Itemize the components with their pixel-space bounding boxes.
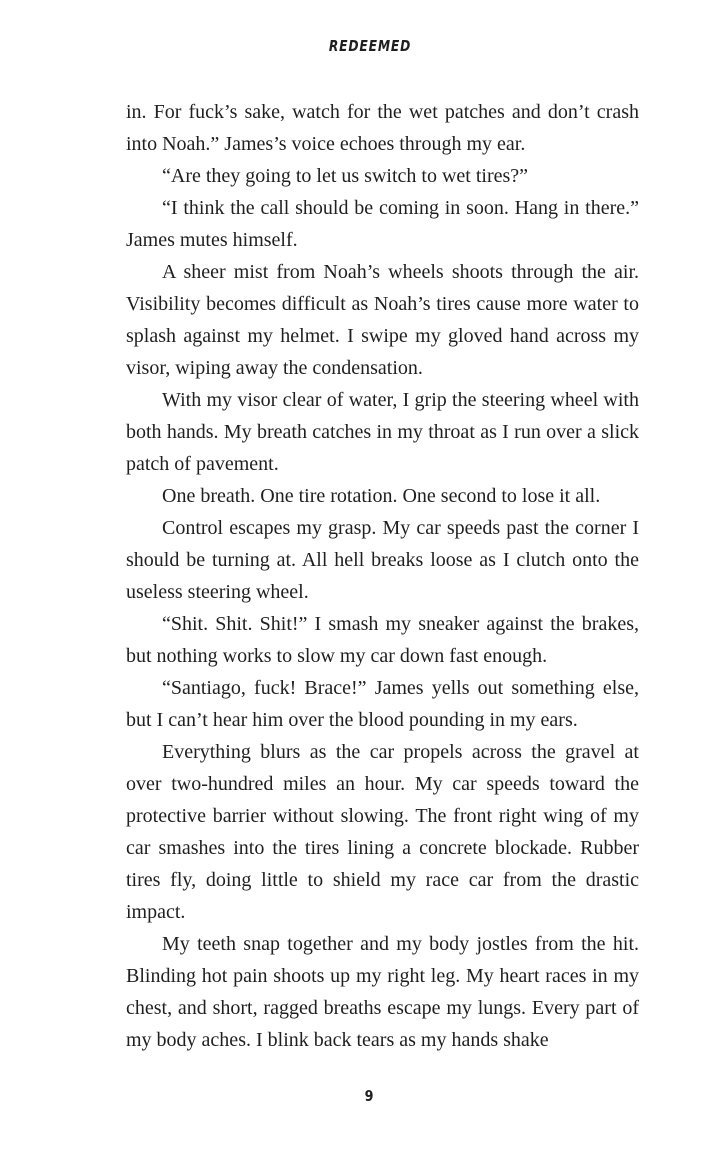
body-text xyxy=(126,96,639,1056)
page-number: 9 xyxy=(364,1087,374,1105)
paragraph: Control escapes my grasp. My car speeds past the corner I should be turning at. All hell breaks loose as I clutch onto the useless steering wheel. xyxy=(126,517,639,603)
paragraph: in. For fuck’s sake, watch for the wet patches and don’t crash into Noah.” James’s voice echoes through my ear. xyxy=(126,101,639,155)
paragraph: A sheer mist from Noah’s wheels shoots through the air. Visibility becomes difficult as Noah’s tires cause more water to splash against my helmet. I swipe my gloved hand across my visor, wiping away the condensation. xyxy=(126,261,639,379)
paragraph: “Santiago, fuck! Brace!” James yells out something else, but I can’t hear him over the blood pounding in my ears. xyxy=(126,677,639,731)
paragraph: One breath. One tire rotation. One second to lose it all. xyxy=(162,485,601,507)
paragraph: “I think the call should be coming in soon. Hang in there.” James mutes himself. xyxy=(126,197,639,251)
paragraph: Everything blurs as the car propels across the gravel at over two-hundred miles an hour. My car speeds toward the protective barrier without slowing. The front right wing of my car smashes into the tires lining a concrete blockade. Rubber tires fly, doing little to shield my race car from the drastic impact. xyxy=(126,741,639,923)
running-head-title: REDEEMED xyxy=(328,37,412,55)
paragraph: With my visor clear of water, I grip the steering wheel with both hands. My breath catches in my throat as I run over a slick patch of pavement. xyxy=(126,389,639,475)
paragraph: “Are they going to let us switch to wet tires?” xyxy=(162,165,529,187)
paragraph: “Shit. Shit. Shit!” I smash my sneaker against the brakes, but nothing works to slow my car down fast enough. xyxy=(126,613,639,667)
paragraph: My teeth snap together and my body jostles from the hit. Blinding hot pain shoots up my right leg. My heart races in my chest, and short, ragged breaths escape my lungs. Every part of my body aches. I blink back tears as my hands shake xyxy=(126,933,639,1051)
